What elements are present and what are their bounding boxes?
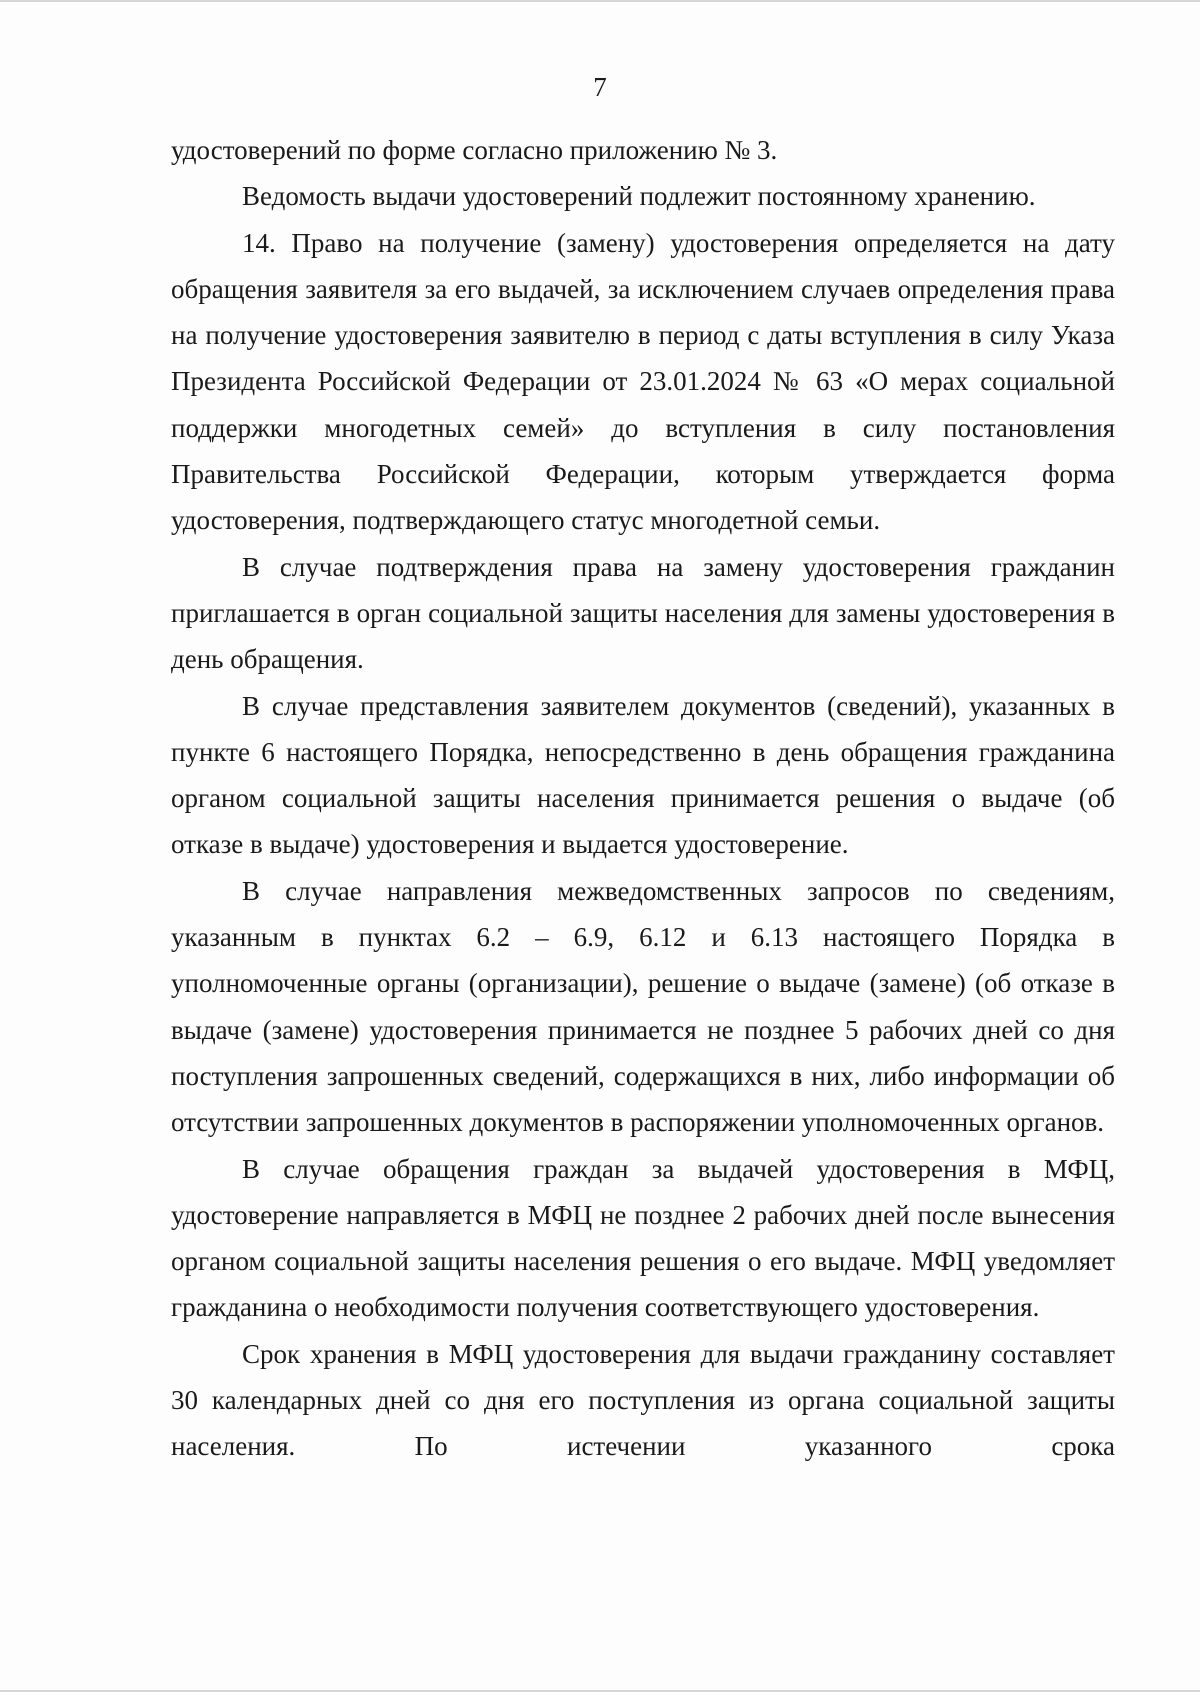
page-number: 7 (593, 72, 607, 102)
paragraph-continuation: удостоверений по форме согласно приложению № 3. (171, 135, 778, 165)
paragraph-replacement-confirmation: В случае подтверждения права на замену удостоверения гражданин приглашается в орган социальной защиты населения для замены удостоверения в день обращения. (171, 551, 1115, 675)
paragraph-mfc-application: В случае обращения граждан за выдачей удостоверения в МФЦ, удостоверение направляется в МФЦ не позднее 2 рабочих дней после вынесения органом социальной защиты населения решения о его выдаче. МФЦ уведомляет гражданина о необходимости получения соответствующего удостоверения. (171, 1153, 1115, 1323)
paragraph-interagency-requests: В случае направления межведомственных запросов по сведениям, указанным в пунктах 6.2 – 6.9, 6.12 и 6.13 настоящего Порядка в уполномоченные органы (организации), решение о выдаче (замене) (об отказе в выдаче (замене) удостоверения принимается не позднее 5 рабочих дней со дня поступления запрошенных сведений, содержащихся в них, либо информации об отсутствии запрошенных документов в распоряжении уполномоченных органов. (171, 875, 1115, 1138)
paragraph-item-14: 14. Право на получение (замену) удостоверения определяется на дату обращения заявителя за его выдачей, за исключением случаев определения права на получение удостоверения заявителю в период с даты вступления в силу Указа Президента Российской Федерации от 23.01.2024 № 63 «О мерах социальной поддержки многодетных семей» до вступления в силу постановления Правительства Российской Федерации, которым утверждается форма удостоверения, подтверждающего статус многодетной семьи. (171, 227, 1115, 536)
paragraph-statement-storage: Ведомость выдачи удостоверений подлежит постоянному хранению. (242, 181, 1036, 212)
paragraph-documents-submission: В случае представления заявителем документов (сведений), указанных в пункте 6 настоящего Порядка, непосредственно в день обращения гражданина органом социальной защиты населения принимается решения о выдаче (об отказе в выдаче) удостоверения и выдается удостоверение. (171, 690, 1115, 860)
paragraph-mfc-storage-term: Срок хранения в МФЦ удостоверения для выдачи гражданину составляет 30 календарных дней со дня его поступления из органа социальной защиты населения. По истечении указанного срока (171, 1338, 1115, 1462)
document-body (171, 127, 1115, 1470)
scan-edge-top (0, 0, 1200, 2)
